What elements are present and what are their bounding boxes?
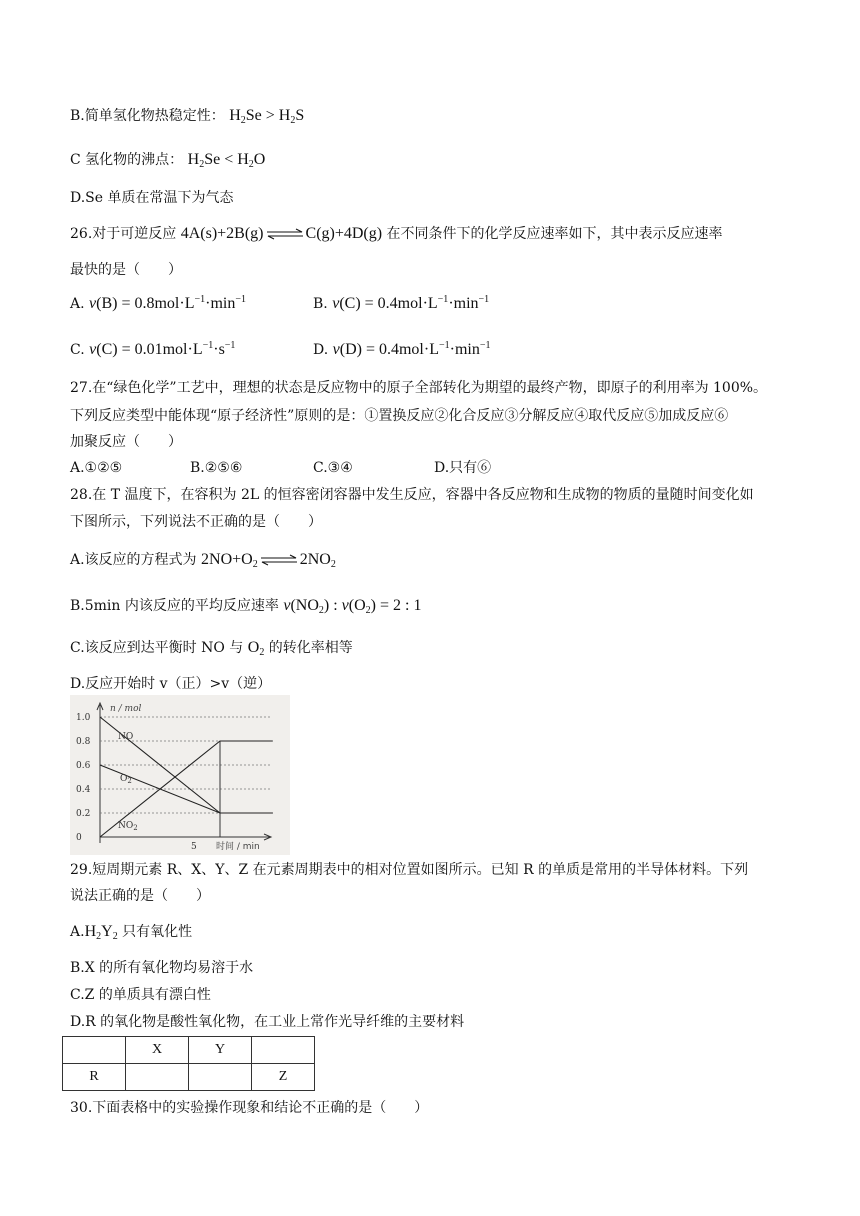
q26-option-c: C. $v(C) = 0.01mol\cdot L^{-1}\cdot s^{-1}$ (70, 340, 236, 358)
q29-stem-line1: 29.短周期元素 R、X、Y、Z 在元素周期表中的相对位置如图所示。已知 R 的单质是常用的半导体材料。下列 (70, 862, 749, 878)
series-label-no2: $NO_2$ (118, 821, 138, 832)
q28-stem-line1: 28.在 T 温度下，在容积为 2L 的恒容密闭容器中发生反应，容器中各反应物和生成物的物质的量随时间变化如 (70, 487, 754, 503)
equilibrium-arrow-icon (260, 554, 298, 566)
y-tick-label: 0 (76, 833, 82, 843)
table-row (63, 1037, 315, 1064)
table-cell: R (63, 1064, 126, 1091)
formula-h2se-gt-h2s: $H_2Se > H_2S$ (229, 107, 305, 126)
q26-option-a: A. $v(B) = 0.8mol\cdot L^{-1}\cdot\min^{-1}$ (70, 294, 246, 312)
y-tick-label: 1.0 (76, 713, 91, 723)
q26-stem: 26.对于可逆反应 4A(s)+2B(g) C(g)+4D(g) 在不同条件下的化学反应速率如下，其中表示反应速率 (70, 225, 723, 242)
series-label-no: NO (118, 732, 134, 742)
table-row (63, 1064, 315, 1091)
formula-h2se-lt-h2o: $H_2Se < H_2O$ (187, 151, 266, 170)
q27-option-b: B.②⑤⑥ (190, 460, 243, 476)
table-cell (252, 1037, 315, 1064)
x-tick-label: 5 (191, 842, 197, 852)
q27-option-d: D.只有⑥ (434, 460, 492, 476)
x-axis-label: 时间 / min (216, 842, 260, 852)
q29-stem-line2: 说法正确的是（ ） (70, 888, 210, 904)
q30-stem-line1: 30.下面表格中的实验操作现象和结论不正确的是（ ） (70, 1100, 429, 1116)
table-cell (63, 1037, 126, 1064)
q26-stem-line2: 最快的是（ ） (70, 262, 182, 278)
q25-option-c: C 氢化物的沸点： $H_2Se < H_2O$ (70, 151, 266, 170)
q27-stem-line2: 下列反应类型中能体现“原子经济性”原则的是：①置换反应②化合反应③分解反应④取代反应⑤加成反应⑥ (70, 408, 729, 424)
table-cell: Z (252, 1064, 315, 1091)
q26-option-b: B. $v(C) = 0.4mol\cdot L^{-1}\cdot\min^{-1}$ (313, 294, 490, 312)
table-cell (126, 1064, 189, 1091)
table-cell: Y (189, 1037, 252, 1064)
y-tick-label: 0.4 (76, 785, 91, 795)
q28-stem-line2: 下图所示，下列说法不正确的是（ ） (70, 514, 322, 530)
y-tick-label: 0.8 (76, 737, 91, 747)
table-cell: X (126, 1037, 189, 1064)
q25-option-d: D.Se 单质在常温下为气态 (70, 190, 234, 206)
q26-option-d: D. $v(D) = 0.4mol\cdot L^{-1}\cdot\min^{-1}$ (313, 340, 491, 358)
q29-option-a: $A.H_2Y_2$ 只有氧化性 (70, 923, 193, 942)
q28-option-a: A.该反应的方程式为 $2NO+O_2$ $2NO_2$ (70, 551, 336, 570)
y-tick-label: 0.6 (76, 761, 91, 771)
periodic-position-table (62, 1036, 315, 1091)
q28-option-d: D.反应开始时 v（正）>v（逆） (70, 676, 272, 692)
q25-option-b: B.简单氢化物热稳定性： $H_2Se > H_2S$ (70, 107, 305, 126)
q29-option-c: C.Z 的单质具有漂白性 (70, 987, 211, 1003)
equilibrium-arrow-icon (266, 228, 304, 240)
q29-option-b: B.X 的所有氧化物均易溶于水 (70, 960, 254, 976)
q29-option-d: D.R 的氧化物是酸性氧化物，在工业上常作光导纤维的主要材料 (70, 1014, 465, 1030)
series-label-o2: $O_2$ (120, 774, 132, 785)
y-tick-label: 0.2 (76, 809, 91, 819)
table-cell (189, 1064, 252, 1091)
q28-option-b: B.5min 内该反应的平均反应速率 $v(NO_2)$ : $v(O_2) = 2$ : 1 (70, 597, 422, 616)
q28-option-c: C.该反应到达平衡时 NO 与 $O_2$ 的转化率相等 (70, 639, 353, 658)
reaction-equation: 4A(s)+2B(g) C(g)+4D(g) (180, 225, 383, 242)
q27-stem-line1: 27.在“绿色化学”工艺中，理想的状态是反应物中的原子全部转化为期望的最终产物，即原子的利用率为 100%。 (70, 380, 768, 396)
q28-graph (70, 695, 290, 855)
q27-stem-line3: 加聚反应（ ） (70, 434, 182, 450)
q27-option-c: C.③④ (313, 460, 353, 476)
y-axis-label: n / mol (110, 704, 142, 714)
q27-option-a: A.①②⑤ (70, 460, 123, 476)
